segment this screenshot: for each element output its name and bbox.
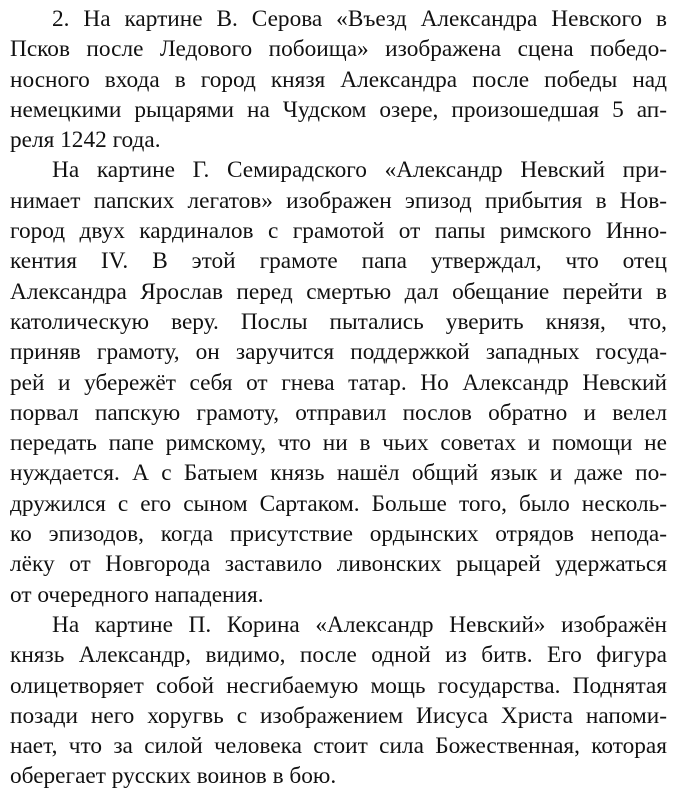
text-line: 2. На картине В. Серова «Въезд Александра Невского в bbox=[52, 6, 667, 32]
text-line: приняв грамоту, он заручится поддержкой западных госуда- bbox=[10, 339, 667, 366]
paragraph-semiradsky bbox=[10, 155, 667, 609]
text-line: На картине П. Корина «Александр Невский» изображён bbox=[52, 611, 667, 638]
text-line: носного входа в город князя Александра после победы над bbox=[10, 66, 667, 93]
text-line: князь Александр, видимо, после одной из битв. Его фигура bbox=[10, 642, 667, 669]
text-line: нимает папских легатов» изображен эпизод прибытия в Нов- bbox=[10, 187, 667, 214]
text-line: На картине Г. Семирадского «Александр Невский при- bbox=[52, 157, 667, 184]
text-line: нает, что за силой человека стоит сила Божественная, которая bbox=[10, 733, 667, 760]
text-line: кентия IV. В этой грамоте папа утверждал, что отец bbox=[10, 248, 667, 275]
paragraph-serov bbox=[10, 4, 667, 155]
text-line: Псков после Ледового побоища» изображена сцена победо- bbox=[10, 36, 667, 63]
text-line: католическую веру. Послы пытались уверить князя, что, bbox=[10, 308, 667, 335]
text-line: порвал папскую грамоту, отправил послов обратно и велел bbox=[10, 399, 667, 426]
document-page bbox=[10, 4, 667, 792]
text-line: реля 1242 года. bbox=[10, 127, 161, 154]
text-line: нуждается. А с Батыем князь нашёл общий язык и даже по- bbox=[10, 460, 667, 487]
paragraph-korin bbox=[10, 610, 667, 792]
text-line: оберегает русских воинов в бою. bbox=[10, 763, 337, 790]
text-line: передать папе римскому, что ни в чьих советах и помощи не bbox=[10, 430, 667, 457]
text-line: дружился с его сыном Сартаком. Больше того, было несколь- bbox=[10, 490, 667, 517]
text-line: рей и убережёт себя от гнева татар. Но Александр Невский bbox=[10, 369, 667, 396]
text-line: олицетворяет собой несгибаемую мощь государства. Поднятая bbox=[10, 672, 667, 699]
text-line: город двух кардиналов с грамотой от папы римского Инно- bbox=[10, 218, 667, 245]
text-line: немецкими рыцарями на Чудском озере, произошедшая 5 ап- bbox=[10, 96, 667, 123]
text-line: лёку от Новгорода заставило ливонских рыцарей удержаться bbox=[10, 551, 667, 578]
text-line: Александра Ярослав перед смертью дал обещание перейти в bbox=[10, 278, 667, 305]
text-line: позади него хоругвь с изображением Иисуса Христа напоми- bbox=[10, 702, 667, 729]
text-line: ко эпизодов, когда присутствие ордынских отрядов неподa- bbox=[10, 521, 667, 548]
text-line: от очередного нападения. bbox=[10, 581, 264, 608]
